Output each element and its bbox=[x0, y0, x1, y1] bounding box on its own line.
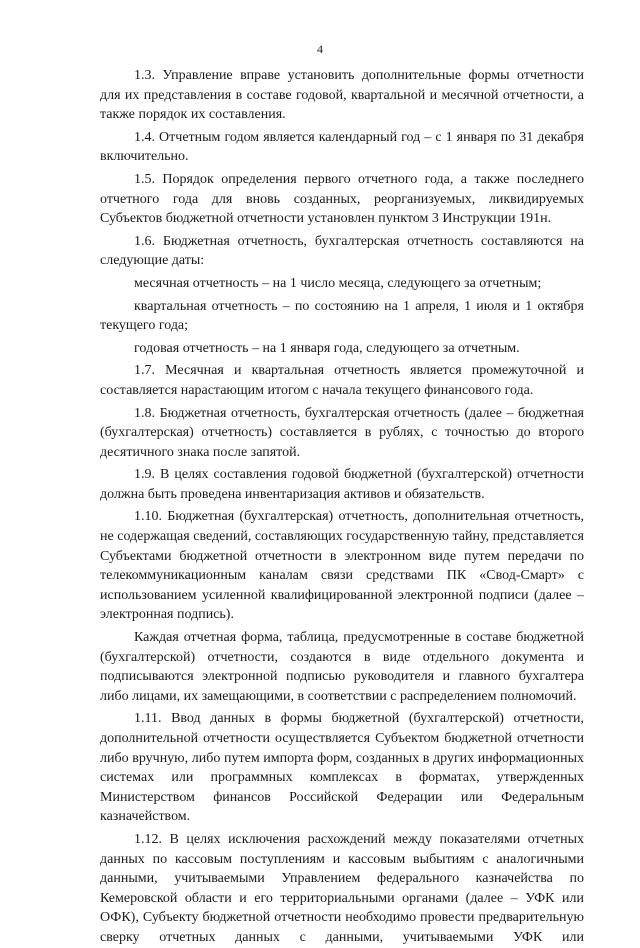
paragraph-1-9: 1.9. В целях составления годовой бюджетной (бухгалтерской) отчетности должна быть проведена инвентаризация активов и обязательств. bbox=[100, 467, 584, 502]
paragraph-1-7: 1.7. Месячная и квартальная отчетность является промежуточной и составляется нарастающим итогом с начала текущего финансового года. bbox=[100, 363, 584, 398]
page-number: 4 bbox=[317, 42, 323, 56]
paragraph-annual: годовая отчетность – на 1 января года, следующего за отчетным. bbox=[134, 340, 520, 356]
paragraph-1-10: 1.10. Бюджетная (бухгалтерская) отчетность, дополнительная отчетность, не содержащая сведений, составляющих государственную тайну, представляется Субъектами бюджетной отчетности в электронном виде путем передачи по телекоммуникационным каналам связи средствами ПК «Свод-Смарт» с использованием усиленной квалифицированной электронной подписи (далее – электронная подпись). bbox=[100, 509, 584, 623]
paragraph-1-11: 1.11. Ввод данных в формы бюджетной (бухгалтерской) отчетности, дополнительной отчетности осуществляется Субъектом бюджетной отчетности либо вручную, либо путем импорта форм, созданных в других информационных системах или программных комплексах в форматах, утвержденных Министерством финансов Российской Федерации или Федеральным казначейством. bbox=[100, 711, 584, 825]
paragraph-monthly: месячная отчетность – на 1 число месяца, следующего за отчетным; bbox=[134, 275, 542, 291]
paragraph-1-5: 1.5. Порядок определения первого отчетного года, а также последнего отчетного года для вновь созданных, реорганизуемых, ликвидируемых Субъектов бюджетной отчетности установлен пунктом 3 Инструкции 191н. bbox=[100, 171, 584, 227]
paragraph-1-4: 1.4. Отчетным годом является календарный год – с 1 января по 31 декабря включительно. bbox=[100, 129, 584, 165]
paragraph-1-3: 1.3. Управление вправе установить дополнительные формы отчетности для их представления в составе годовой, квартальной и месячной отчетности, а также порядок их составления. bbox=[100, 68, 584, 123]
paragraph-signature: Каждая отчетная форма, таблица, предусмотренные в составе бюджетной (бухгалтерской) отчетности, создаются в виде отдельного документа и подписываются электронной подписью руководителя и главного бухгалтера либо лицами, их замещающими, в соответствии с распределением полномочий. bbox=[100, 630, 584, 704]
paragraph-1-8: 1.8. Бюджетная отчетность, бухгалтерская отчетность (далее – бюджетная (бухгалтерская) отчетность) составляется в рублях, с точностью до второго десятичного знака после запятой. bbox=[100, 405, 584, 460]
paragraph-quarterly: квартальная отчетность – по состоянию на 1 апреля, 1 июля и 1 октября текущего года; bbox=[100, 298, 584, 334]
paragraph-1-12: 1.12. В целях исключения расхождений между показателями отчетных данных по кассовым поступлениям и кассовым выбытиям с аналогичными данными, учитываемыми Управлением федерального казначейства по Кемеровской области и его территориальными органами (далее – УФК или ОФК), Субъекту бюджетной отчетности необходимо провести предварительную сверку отчетных данных с данными, учитываемыми УФК или bbox=[100, 831, 584, 945]
paragraph-1-6: 1.6. Бюджетная отчетность, бухгалтерская отчетность составляются на следующие даты: bbox=[100, 233, 584, 269]
document-body bbox=[100, 66, 584, 948]
